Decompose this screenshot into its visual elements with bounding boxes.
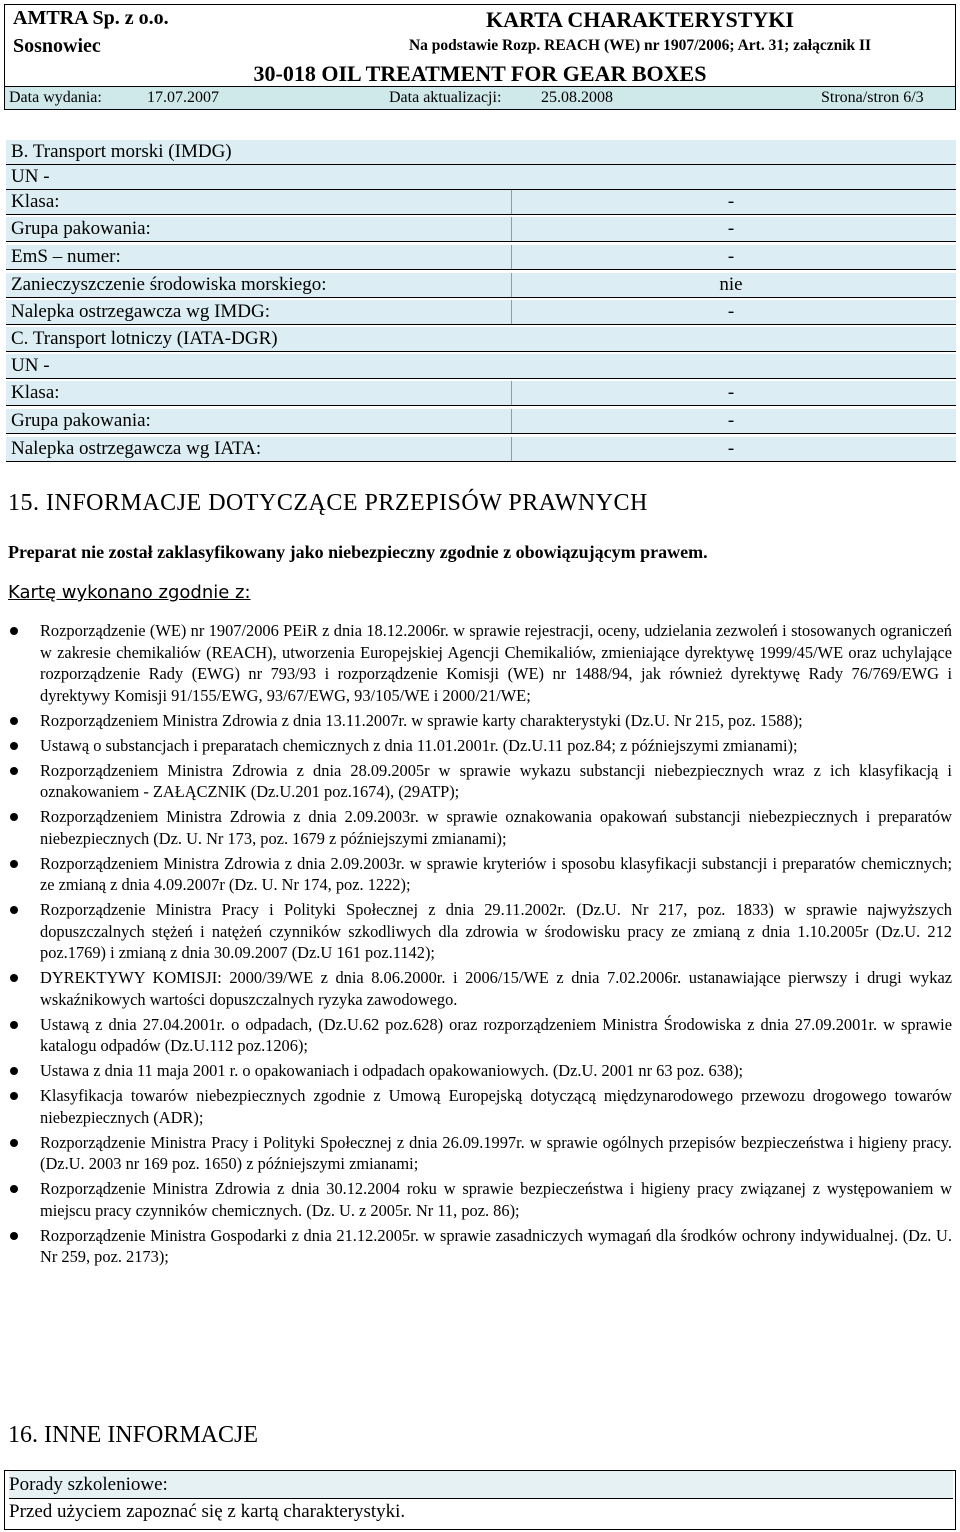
training-advice-label: Porady szkoleniowe: [9,1471,953,1499]
list-item: Rozporządzeniem Ministra Zdrowia z dnia 2.09.2003r. w sprawie kryteriów i sposobu klasyfikacji substancji i preparatów chemicznych; ze zmianą z dnia 4.09.2007r (Dz. U. Nr 174, poz. 1222); [0,853,960,896]
list-item: Ustawą z dnia 27.04.2001r. o odpadach, (Dz.U.62 poz.628) oraz rozporządzeniem Ministra Środowiska z dnia 27.09.2001r. w sprawie katalogu odpadów (Dz.U.112 poz.1206); [0,1014,960,1057]
header-box [4,4,956,88]
update-label: Data aktualizacji: [389,89,502,106]
training-advice-box [4,1470,956,1530]
iata-title: C. Transport lotniczy (IATA-DGR) [6,327,956,352]
bullet-icon [10,717,18,725]
bullet-icon [10,813,18,821]
product-name: 30-018 OIL TREATMENT FOR GEAR BOXES [253,61,707,86]
bullet-icon [10,767,18,775]
bullet-icon [10,742,18,750]
update-date: 25.08.2008 [541,89,613,106]
list-item: Rozporządzenie (WE) nr 1907/2006 PEiR z dnia 18.12.2006r. w sprawie rejestracji, oceny, udzielania zezwoleń i stosowanych ograniczeń w zakresie chemikaliów (REACH), utworzenia Europejskiej Agencji Chemikaliów, zmieniające dyrektywę 1999/45/WE oraz uchylające rozporządzenie Rady (EWG) nr 793/93 i rozporządzenie Komisji (WE) nr 1488/94, jak również dyrektywę Rady 76/769/EWG i dyrektywy Komisji 91/155/EWG, 93/67/EWG, 93/105/WE i 2000/21/WE; [0,620,960,706]
bullet-icon [10,1021,18,1029]
regulation-line: Na podstawie Rozp. REACH (WE) nr 1907/2006; Art. 31; załącznik II [408,37,872,54]
doc-title: KARTA CHARAKTERYSTYKI [486,7,794,32]
company-city: Sosnowiec [13,35,101,57]
section-15-intro: Preparat nie został zaklasyfikowany jako niebezpieczny zgodnie z obowiązującym prawem. [8,542,708,562]
iata-un: UN - [6,354,956,379]
bullet-icon [10,860,18,868]
list-item: DYREKTYWY KOMISJI: 2000/39/WE z dnia 8.06.2000r. i 2006/15/WE z dnia 7.02.2006r. ustanawiające pierwszy i drugi wykaz wskaźnikowych wartości dopuszczalnych ryzyka zawodowego. [0,967,960,1010]
imdg-row: EmS – numer: - [6,245,956,270]
section-16-heading: 16. INNE INFORMACJE [8,1422,259,1448]
imdg-row: Nalepka ostrzegawcza wg IMDG: - [6,300,956,325]
list-item: Rozporządzeniem Ministra Zdrowia z dnia 28.09.2005r w sprawie wykazu substancji niebezpiecznych wraz z ich klasyfikacją i oznakowaniem - ZAŁĄCZNIK (Dz.U.201 poz.1674), (29ATP); [0,760,960,803]
list-item: Klasyfikacja towarów niebezpiecznych zgodnie z Umową Europejską dotyczącą międzynarodowego przewozu drogowego towarów niebezpiecznych (ADR); [0,1085,960,1128]
bullet-icon [10,1067,18,1075]
bullet-icon [10,1139,18,1147]
header-dates-bar [4,86,956,110]
list-item: Rozporządzenie Ministra Zdrowia z dnia 30.12.2004 roku w sprawie bezpieczeństwa i higieny pracy związanej z występowaniem w miejscu pracy czynników chemicznych. (Dz. U. z 2005r. Nr 11, poz. 86); [0,1178,960,1221]
imdg-row: Klasa: - [6,190,956,215]
imdg-row: Zanieczyszczenie środowiska morskiego: nie [6,273,956,298]
bullet-icon [10,1185,18,1193]
document-header [0,0,960,112]
imdg-row: Grupa pakowania: - [6,217,956,242]
section-15-kartę-label: Kartę wykonano zgodnie z: [8,582,251,603]
training-advice-text: Przed użyciem zapoznać się z kartą charakterystyki. [9,1501,406,1522]
list-item: Ustawą o substancjach i preparatach chemicznych z dnia 11.01.2001r. (Dz.U.11 poz.84; z późniejszymi zmianami); [0,735,960,757]
iata-row: Klasa: - [6,381,956,406]
iata-row: Nalepka ostrzegawcza wg IATA: - [6,437,956,462]
law-list [0,620,960,1271]
imdg-title: B. Transport morski (IMDG) [6,140,956,165]
list-item: Rozporządzenie Ministra Pracy i Polityki Społecznej z dnia 29.11.2002r. (Dz.U. Nr 217, poz. 1833) w sprawie najwyższych dopuszczalnych stężeń i natężeń czynników szkodliwych dla zdrowia w środowisku pracy ze zmianą z dnia 1.10.2005r (Dz.U. 212 poz.1769) i zmianą z dnia 30.09.2007 (Dz.U 161 poz.1142); [0,899,960,964]
bullet-icon [10,974,18,982]
section-15-heading: 15. INFORMACJE DOTYCZĄCE PRZEPISÓW PRAWNYCH [8,490,648,516]
imdg-un: UN - [6,165,956,190]
list-item: Rozporządzenie Ministra Gospodarki z dnia 21.12.2005r. w sprawie zasadniczych wymagań dla środków ochrony indywidualnej. (Dz. U. Nr 259, poz. 2173); [0,1225,960,1268]
list-item: Ustawa z dnia 11 maja 2001 r. o opakowaniach i odpadach opakowaniowych. (Dz.U. 2001 nr 63 poz. 638); [0,1060,960,1082]
issue-label: Data wydania: [9,89,102,106]
bullet-icon [10,1092,18,1100]
list-item: Rozporządzeniem Ministra Zdrowia z dnia 13.11.2007r. w sprawie karty charakterystyki (Dz.U. Nr 215, poz. 1588); [0,710,960,732]
company-name: AMTRA Sp. z o.o. [13,7,169,29]
page-number: Strona/stron 6/3 [821,89,924,106]
bullet-icon [10,627,18,635]
bullet-icon [10,1232,18,1240]
list-item: Rozporządzeniem Ministra Zdrowia z dnia 2.09.2003r. w sprawie oznakowania opakowań substancji niebezpiecznych i preparatów niebezpiecznych (Dz. U. Nr 173, poz. 1679 z późniejszymi zmianami); [0,806,960,849]
issue-date: 17.07.2007 [147,89,219,106]
list-item: Rozporządzenie Ministra Pracy i Polityki Społecznej z dnia 26.09.1997r. w sprawie ogólnych przepisów bezpieczeństwa i higieny pracy. (Dz.U. 2003 nr 169 poz. 1650) z późniejszymi zmianami; [0,1132,960,1175]
bullet-icon [10,906,18,914]
iata-row: Grupa pakowania: - [6,409,956,434]
